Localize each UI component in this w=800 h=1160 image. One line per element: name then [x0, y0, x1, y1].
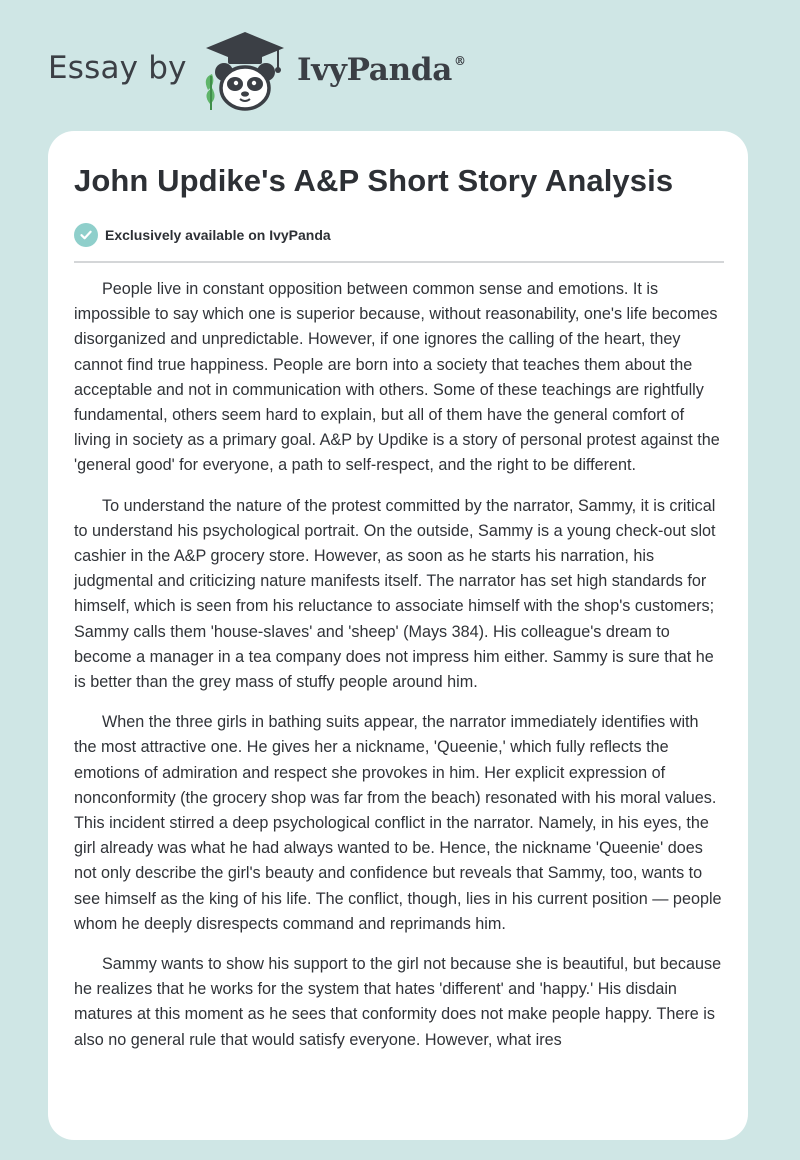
panda-graduate-icon[interactable] [200, 30, 290, 114]
exclusive-badge-label: Exclusively available on IvyPanda [105, 227, 331, 243]
paragraph: Sammy wants to show his support to the girl not because she is beautiful, but because he realizes that he works for the system that hates 'different' and 'happy.' His disdain matures at this moment as he sees that conformity does not make people happy. There is also no general rule that would satisfy everyone. However, what ires [74, 955, 722, 1049]
essay-card [48, 131, 748, 1140]
registered-mark: ® [454, 53, 466, 68]
divider [74, 261, 724, 263]
paragraph: To understand the nature of the protest committed by the narrator, Sammy, it is critical to understand his psychological portrait. On the outside, Sammy is a young check-out slot cashier in the A&P grocery store. However, as soon as he starts his narration, his judgmental and criticizing nature manifests itself. The narrator has set high standards for himself, which is seen from his reluctance to associate himself with the shop's customers; Sammy calls them 'house-slaves' and 'sheep' (Mays 384). His colleague's dream to become a manager in a tea company does not impress him either. Sammy is sure that he is better than the grey mass of stuffy people around him. [74, 496, 716, 692]
brand-logo[interactable] [297, 52, 466, 88]
essay-by-label: Essay by [48, 50, 187, 86]
paragraph: When the three girls in bathing suits appear, the narrator immediately identifies with the most attractive one. He gives her a nickname, 'Queenie,' which fully reflects the emotions of admiration and respect she provokes in him. Her explicit expression of nonconformity (the grocery shop was far from the beach) resonated with his moral values. This incident stirred a deep psychological conflict in the narrator. Namely, in his eyes, the girl already was what he had always wanted to be. Hence, the nickname 'Queenie' does not only describe the girl's beauty and confidence but reveals that Sammy, too, wants to see himself as the king of his life. The conflict, though, lies in his current position — people whom he deeply disrespects command and reprimands him. [74, 713, 722, 933]
paragraph: People live in constant opposition between common sense and emotions. It is impossible to say which one is superior because, without reasonability, one's life becomes disorganized and unpredictable. However, if one ignores the calling of the heart, they cannot find true happiness. People are born into a society that teaches them about the acceptable and not in communication with others. Some of these teachings are rightfully fundamental, others seem hard to explain, but all of them have the general comfort of living in society as a primary goal. A&P by Updike is a story of personal protest against the 'general good' for everyone, a path to self-respect, and the right to be different. [74, 280, 720, 475]
site-header [0, 0, 800, 130]
essay-body [74, 277, 724, 1068]
page-title: John Updike's A&P Short Story Analysis [74, 163, 674, 198]
check-circle-icon [74, 223, 98, 247]
exclusive-badge [74, 223, 331, 247]
brand-name: IvyPanda [297, 52, 452, 88]
